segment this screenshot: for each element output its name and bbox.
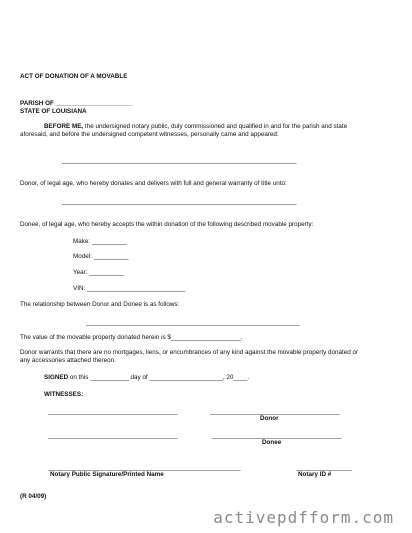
signed-lead: SIGNED [44, 374, 69, 381]
state-line: STATE OF LOUISIANA [20, 108, 87, 115]
before-me-lead: BEFORE ME, [44, 123, 84, 130]
donee-blank: ___________________________________________________________________ [62, 198, 297, 205]
before-me-paragraph [20, 123, 358, 139]
revision-code: (R 04/09) [20, 493, 47, 500]
model-field: Model: __________ [73, 253, 129, 260]
donor-signature-line: _____________________________________ [210, 408, 340, 415]
signed-text: on this ___________ day of _____________________, 20____. [68, 374, 250, 381]
make-field: Make: __________ [73, 238, 127, 245]
witness-1-signature-line: _____________________________________ [48, 408, 178, 415]
document-title: ACT OF DONATION OF A MOVABLE [20, 73, 128, 80]
parish-line: PARISH OF ______________________ [20, 100, 133, 107]
notary-id-line: ________________ [296, 464, 353, 471]
donor-paragraph: Donor, of legal age, who hereby donates and delivers with full and general warranty of title unto: [20, 180, 287, 187]
witness-2-signature-line: _____________________________________ [48, 432, 178, 439]
donor-label: Donor [260, 415, 279, 422]
donee-paragraph: Donee, of legal age, who hereby accepts the within donation of the following described movable property: [20, 221, 314, 228]
notary-signature-label: Notary Public Signature/Printed Name [50, 471, 164, 478]
donee-label: Donee [262, 439, 282, 446]
year-field: Year: __________ [73, 269, 125, 276]
notary-signature-line: _______________________________________________________ [48, 464, 241, 471]
value-paragraph: The value of the movable property donated herein is $____________________. [20, 334, 243, 341]
relationship-paragraph: The relationship between Donor and Donee is as follows: [20, 301, 180, 308]
vin-field: VIN: ____________________________ [73, 285, 186, 292]
watermark: activepdfform.com [213, 508, 394, 527]
donee-signature-line: _____________________________________ [212, 432, 342, 439]
appeared-blank: ___________________________________________________________________ [62, 157, 297, 164]
signed-paragraph [44, 374, 249, 382]
before-me-text: the undersigned notary public, duly commissioned and qualified in and for the parish and state aforesaid, and before the undersigned competent witnesses, personally came and appeared: [20, 123, 348, 138]
relationship-blank: _____________________________________________________________ [86, 319, 300, 326]
witnesses-label: WITNESSES: [44, 391, 84, 398]
warranty-paragraph: Donor warrants that there are no mortgages, liens, or encumbrances of any kind against the movable property donated or any accessories attached thereon. [20, 349, 359, 364]
notary-id-label: Notary ID # [298, 471, 332, 478]
